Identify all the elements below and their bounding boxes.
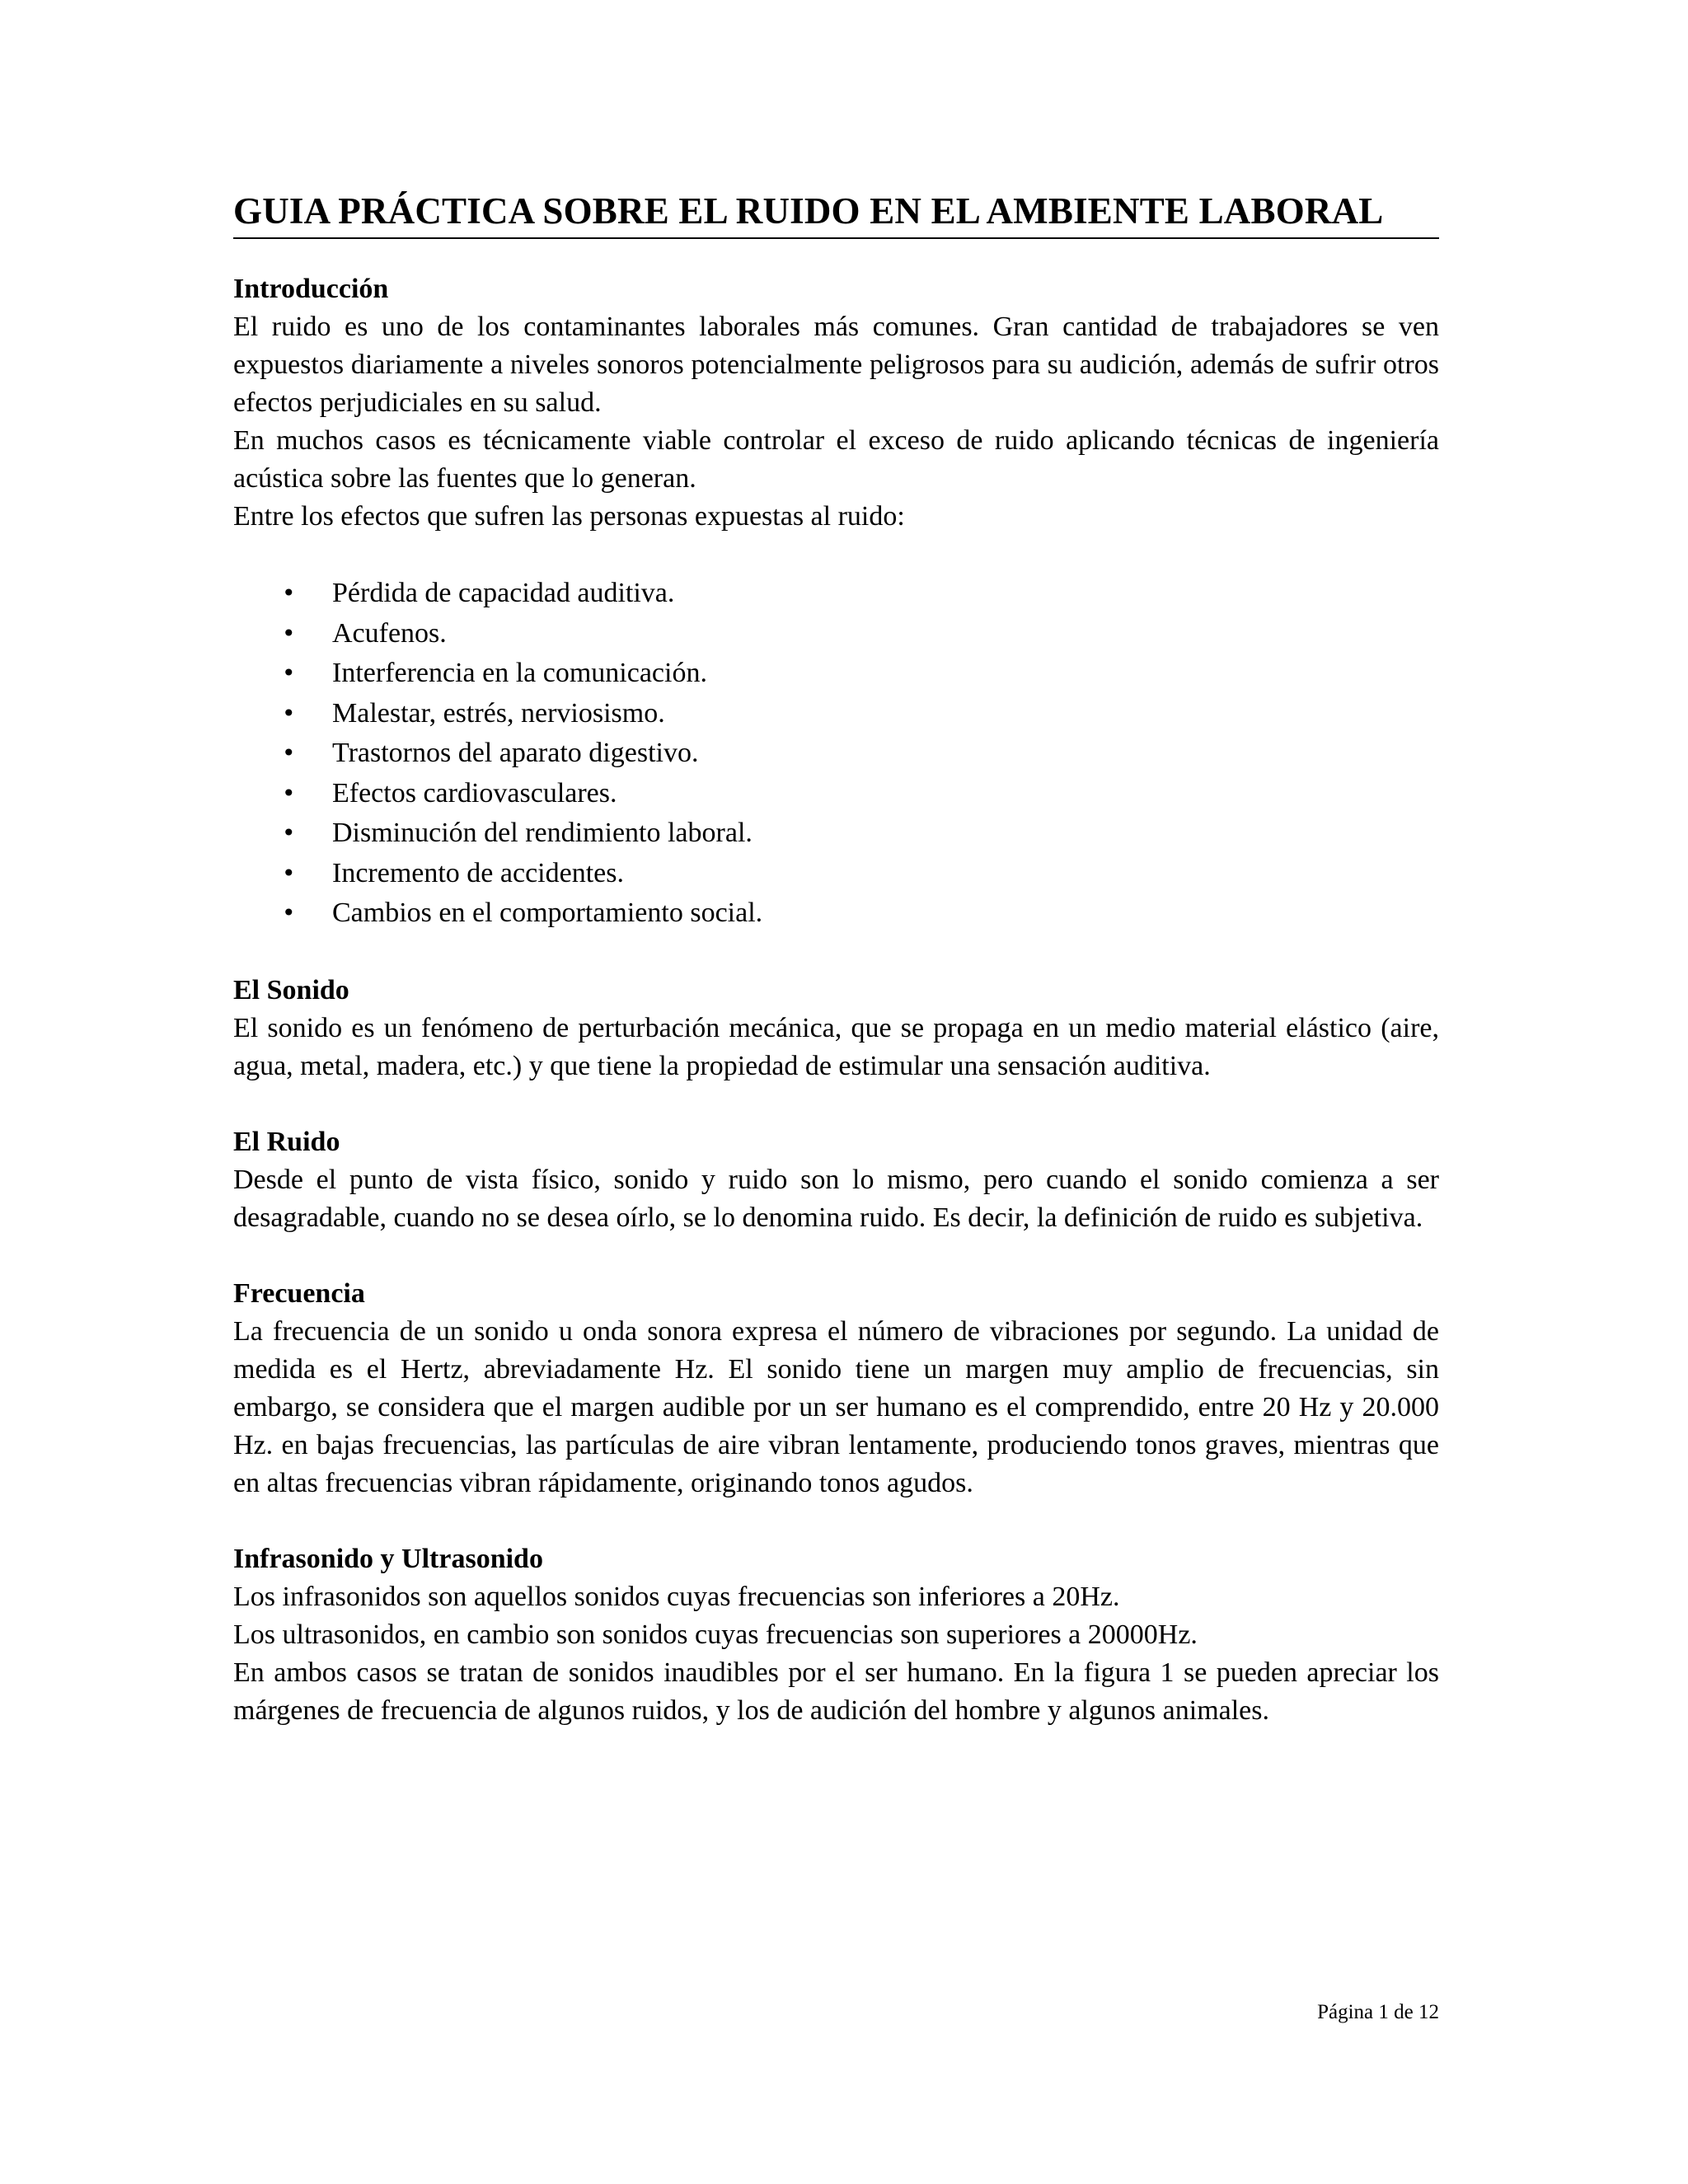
section-frecuencia: [233, 1275, 1439, 1502]
infrasonido-paragraph-2: Los ultrasonidos, en cambio son sonidos cuyas frecuencias son superiores a 20000Hz.: [233, 1619, 1198, 1650]
intro-paragraph-3: Entre los efectos que sufren las personas expuestas al ruido:: [233, 501, 905, 532]
section-heading: Frecuencia: [233, 1277, 365, 1309]
bullet-icon: •: [282, 579, 296, 607]
list-item: [233, 774, 1439, 814]
list-item-text: Disminución del rendimiento laboral.: [332, 818, 753, 848]
section-introduccion: [233, 270, 1439, 934]
section-heading: Infrasonido y Ultrasonido: [233, 1543, 543, 1574]
section-infrasonido-ultrasonido: [233, 1540, 1439, 1730]
list-item: [233, 694, 1439, 734]
page-number: Página 1 de 12: [1317, 2001, 1439, 2023]
list-item-text: Efectos cardiovasculares.: [332, 777, 617, 808]
list-item-text: Incremento de accidentes.: [332, 857, 624, 888]
sonido-paragraph: El sonido es un fenómeno de perturbación mecánica, que se propaga en un medio material elástico (aire, agua, metal, madera, etc.) y que tiene la propiedad de estimular una sensación auditiva.: [233, 1012, 1439, 1081]
list-item: [233, 654, 1439, 694]
effects-list: [233, 574, 1439, 934]
bullet-icon: •: [282, 859, 296, 887]
bullet-icon: •: [282, 659, 296, 687]
list-item-text: Pérdida de capacidad auditiva.: [332, 578, 675, 608]
document-title: GUIA PRÁCTICA SOBRE EL RUIDO EN EL AMBIENTE LABORAL: [233, 188, 1439, 239]
section-heading: El Ruido: [233, 1126, 340, 1157]
list-item: [233, 813, 1439, 854]
list-item: [233, 854, 1439, 894]
infrasonido-paragraph-1: Los infrasonidos son aquellos sonidos cuyas frecuencias son inferiores a 20Hz.: [233, 1581, 1120, 1612]
bullet-icon: •: [282, 819, 296, 846]
bullet-icon: •: [282, 899, 296, 926]
list-item-text: Cambios en el comportamiento social.: [332, 898, 763, 928]
list-item: [233, 893, 1439, 934]
bullet-icon: •: [282, 739, 296, 766]
section-el-ruido: [233, 1123, 1439, 1237]
list-item-text: Interferencia en la comunicación.: [332, 658, 707, 688]
frecuencia-paragraph: La frecuencia de un sonido u onda sonora expresa el número de vibraciones por segundo. La unidad de medida es el Hertz, abreviadamente Hz. El sonido tiene un margen muy amplio de frecuencias, sin embargo, se considera que el margen audible por un ser humano es el comprendido, entre 20 Hz y 20.000 Hz. en bajas frecuencias, las partículas de aire vibran lentamente, produciendo tonos graves, mientras que en altas frecuencias vibran rápidamente, originando tonos agudos.: [233, 1315, 1439, 1498]
bullet-icon: •: [282, 699, 296, 727]
intro-paragraph-1: El ruido es uno de los contaminantes laborales más comunes. Gran cantidad de trabajadores se ven expuestos diariamente a niveles sonoros potencialmente peligrosos para su audición, además de sufrir otros efectos perjudiciales en su salud.: [233, 312, 1439, 418]
ruido-paragraph: Desde el punto de vista físico, sonido y ruido son lo mismo, pero cuando el sonido comienza a ser desagradable, cuando no se desea oírlo, se lo denomina ruido. Es decir, la definición de ruido es subjetiva.: [233, 1164, 1439, 1233]
intro-paragraph-2: En muchos casos es técnicamente viable controlar el exceso de ruido aplicando técnicas de ingeniería acústica sobre las fuentes que lo generan.: [233, 425, 1439, 494]
section-heading: El Sonido: [233, 974, 349, 1005]
section-heading: Introducción: [233, 274, 389, 304]
list-item-text: Trastornos del aparato digestivo.: [332, 738, 699, 768]
list-item: [233, 614, 1439, 654]
list-item-text: Malestar, estrés, nerviosismo.: [332, 697, 665, 729]
list-item: [233, 733, 1439, 774]
section-el-sonido: [233, 972, 1439, 1085]
bullet-icon: •: [282, 619, 296, 647]
page-content: [233, 188, 1439, 1730]
infrasonido-paragraph-3: En ambos casos se tratan de sonidos inaudibles por el ser humano. En la figura 1 se pueden apreciar los márgenes de frecuencia de algunos ruidos, y los de audición del hombre y algunos animales.: [233, 1657, 1439, 1726]
list-item: [233, 574, 1439, 614]
bullet-icon: •: [282, 779, 296, 807]
list-item-text: Acufenos.: [332, 617, 447, 649]
